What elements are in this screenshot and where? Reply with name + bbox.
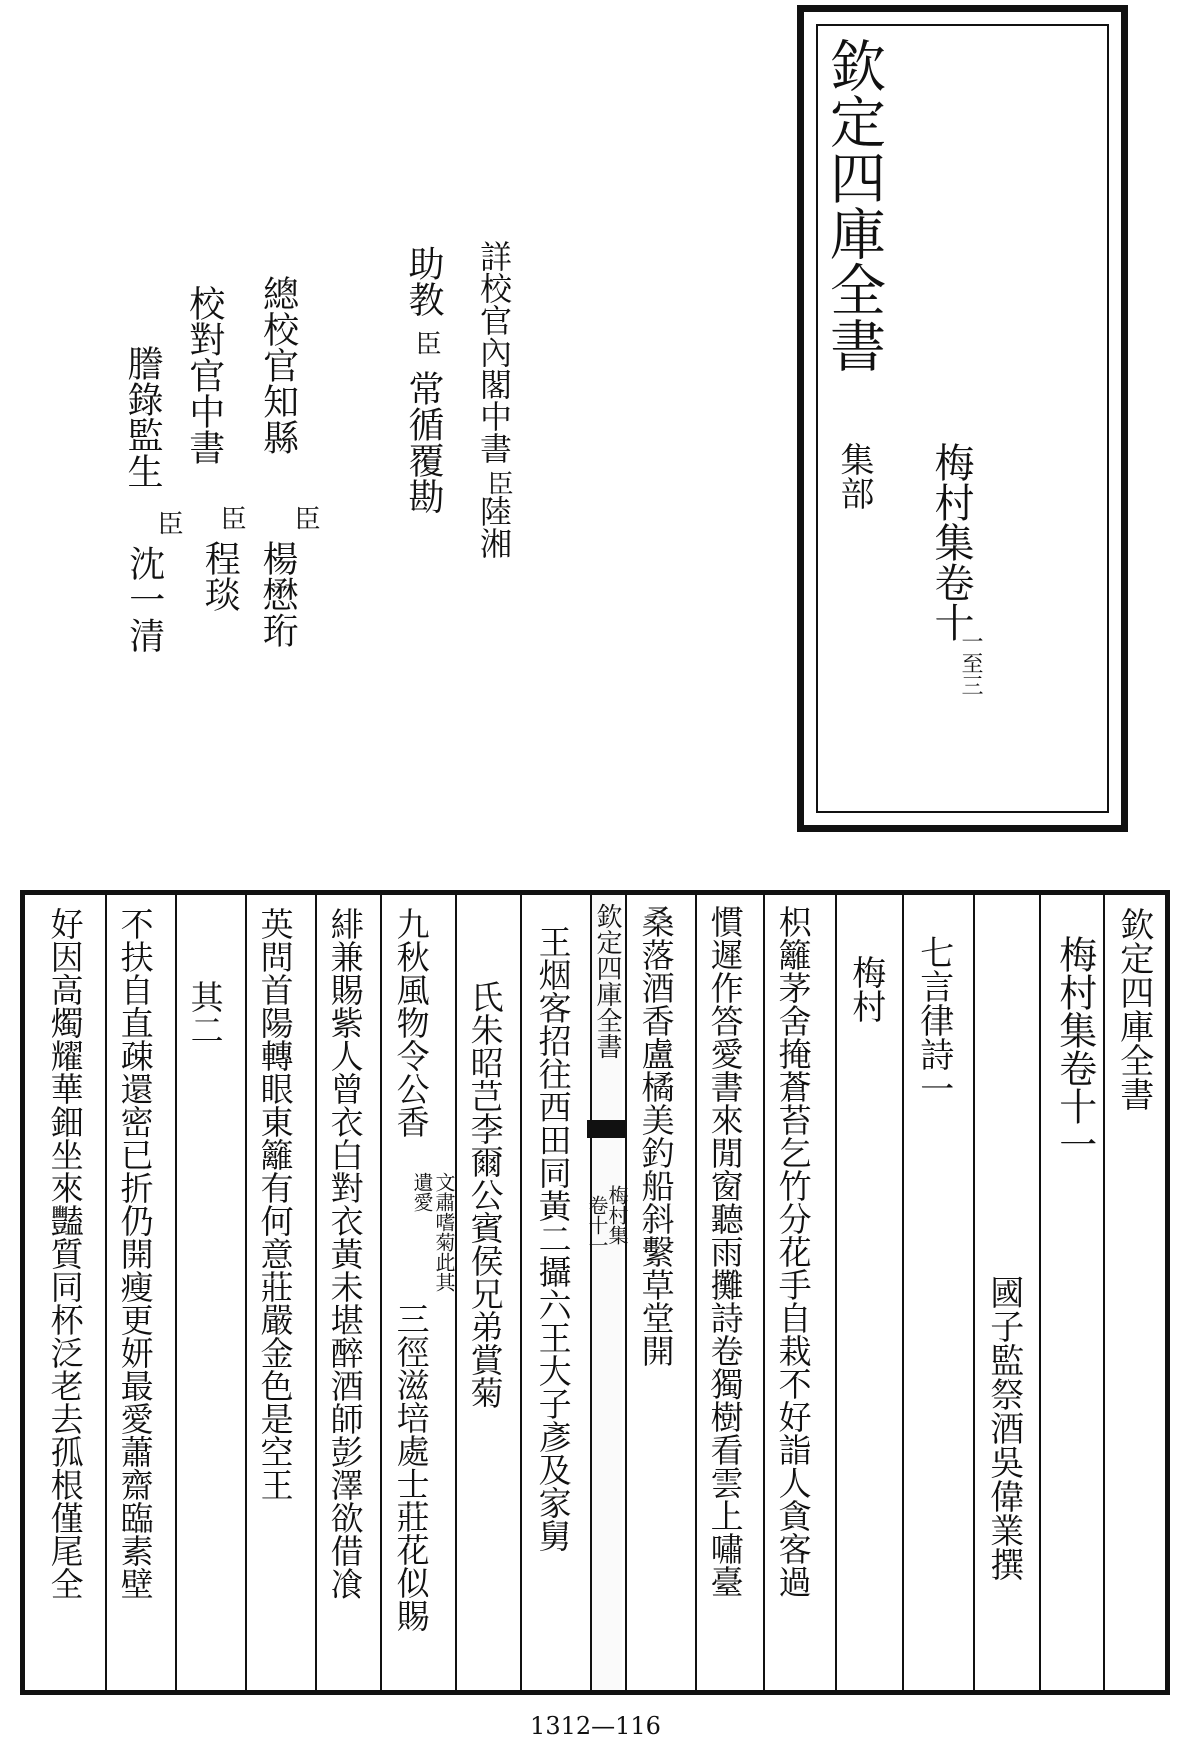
credit-name: 沈一清 xyxy=(123,545,165,653)
collection-title: 欽定四庫全書 xyxy=(821,37,886,373)
margin-volume-note: 卷十一 xyxy=(585,1195,609,1255)
column-rule xyxy=(175,895,177,1690)
credit-subject: 臣 xyxy=(290,505,320,531)
credit-subject: 臣 xyxy=(411,330,441,356)
poem-line: 枳籬茅舍掩蒼苔乞竹分花手自栽不好詣人貪客過 xyxy=(773,905,813,1598)
inline-commentary: 文肅嗜菊此其遺愛 xyxy=(410,1172,456,1292)
credit-role: 詳校官內閣中書 xyxy=(475,240,513,464)
column-rule xyxy=(315,895,317,1690)
poem-line-text: 九秋風物令公香 xyxy=(391,907,431,1138)
credit-name: 程琰 xyxy=(199,540,241,612)
volume-title: 梅村集卷十一 xyxy=(1052,935,1097,1163)
credit-role: 校對官中書 xyxy=(183,285,225,465)
poem-title: 王烟客招往西田同黃二攝六王大子彥及家舅 xyxy=(533,925,573,1552)
credit-name: 楊懋珩 xyxy=(257,540,298,648)
poem-line: 好因高燭耀華鈿坐來豔質同杯泛老去孤根僅尾全 xyxy=(45,907,85,1600)
column-rule xyxy=(763,895,765,1690)
genre-heading: 七言律詩一 xyxy=(913,935,954,1105)
book-title: 梅村集卷十 xyxy=(928,442,974,642)
credit-role: 謄錄監生 xyxy=(122,345,163,489)
margin-header: 欽定四庫全書 xyxy=(592,903,622,1059)
column-rule xyxy=(695,895,697,1690)
credit-subject: 臣 xyxy=(153,510,183,536)
poem-title: 梅村 xyxy=(845,955,886,1023)
poem-line: 英問首陽轉眼東籬有何意莊嚴金色是空王 xyxy=(255,907,295,1501)
poem-line: 慣遲作答愛書來閒窗聽雨攤詩卷獨樹看雲上嘯臺 xyxy=(705,905,745,1598)
credit-role: 助教 xyxy=(403,245,444,317)
column-rule xyxy=(973,895,975,1690)
credit-role: 總校官知縣 xyxy=(257,275,299,455)
part-label: 集部 xyxy=(834,442,874,510)
text-page xyxy=(20,890,1170,1695)
fishtail-mark-icon xyxy=(587,1120,627,1138)
column-rule xyxy=(380,895,382,1690)
credit-subject: 臣 xyxy=(483,470,513,496)
column-rule xyxy=(1039,895,1041,1690)
column-rule xyxy=(455,895,457,1690)
author-line: 國子監祭酒吳偉業撰 xyxy=(983,1275,1024,1581)
credit-subject: 臣 xyxy=(216,505,246,531)
column-rule xyxy=(835,895,837,1690)
page-number: 1312—116 xyxy=(530,1712,661,1740)
poem-line: 桑落酒香盧橘美釣船斜繫草堂開 xyxy=(636,905,676,1367)
credit-name: 陸湘 xyxy=(475,495,513,559)
credit-column-1 xyxy=(475,240,513,468)
column-rule xyxy=(105,895,107,1690)
title-cartouche xyxy=(797,5,1128,832)
poem-line: 緋兼賜紫人曾衣白對衣黃未堪醉酒師彭澤欲借飡 xyxy=(325,907,365,1600)
column-rule xyxy=(520,895,522,1690)
poem-line-text: 三徑滋培處士莊花似賜 xyxy=(391,1302,431,1632)
credit-name: 常循覆勘 xyxy=(403,370,444,514)
book-volume-note: 一至三 xyxy=(958,630,983,696)
column-rule xyxy=(902,895,904,1690)
margin-book-note: 梅村集 xyxy=(605,1185,629,1245)
page-header: 欽定四庫全書 xyxy=(1113,907,1154,1111)
center-margin-strip xyxy=(585,895,629,1690)
poem-title-continued: 氏朱昭芑李爾公賓侯兄弟賞菊 xyxy=(465,980,505,1409)
column-rule xyxy=(625,895,627,1690)
poem-title: 其二 xyxy=(185,980,225,1046)
column-rule xyxy=(245,895,247,1690)
poem-line: 不扶自直疎還密已折仍開瘦更妍最愛蕭齋臨素壁 xyxy=(115,907,155,1600)
column-rule xyxy=(1103,895,1105,1690)
